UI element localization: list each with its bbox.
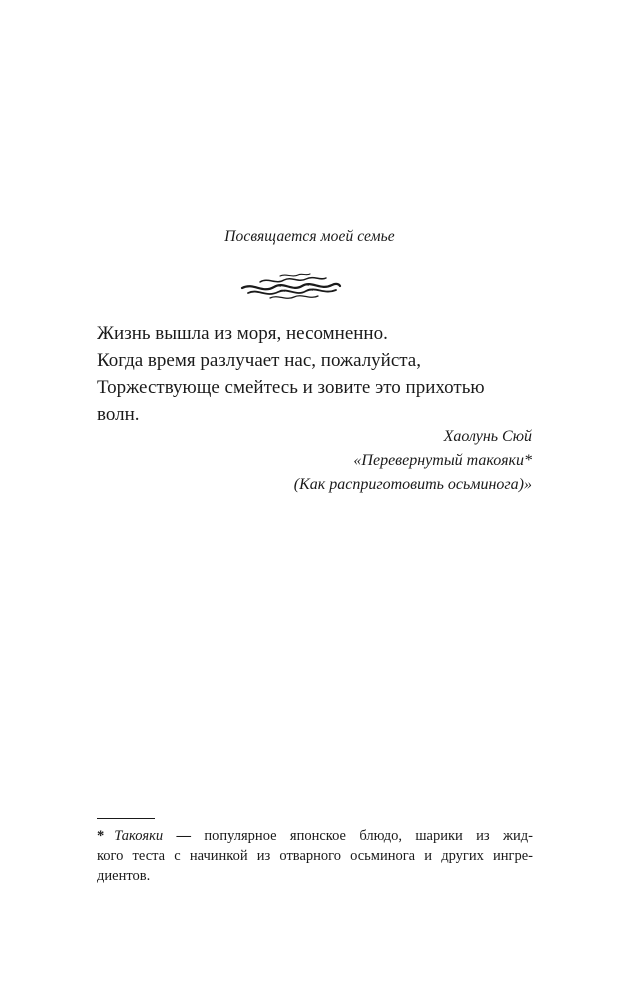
- poem-line: волн.: [97, 404, 140, 425]
- poem-epigraph: [97, 320, 537, 428]
- poem-line: Жизнь вышла из моря, несомненно.: [97, 323, 388, 344]
- attribution-subtitle: (Как расприготовить осьминога)»: [293, 476, 532, 493]
- footnote-mark: *: [97, 828, 105, 844]
- footnote-dash: —: [176, 828, 191, 844]
- footnote-line: [97, 826, 533, 846]
- footnote-term: Такояки: [114, 828, 164, 844]
- footnote-text: популярное японское блюдо, шарики из жид-: [204, 828, 534, 844]
- attribution-work: «Перевернутый такояки*: [353, 452, 532, 469]
- poem-line: Торжествующе смейтесь и зовите это прихотью: [97, 377, 485, 398]
- dedication: Посвящается моей семье: [224, 228, 395, 245]
- footnote-line: диентов.: [97, 868, 151, 884]
- wave-ornament-icon: [240, 272, 342, 302]
- footnote-line: кого теста с начинкой из отварного осьминога и других ингре-: [97, 848, 533, 864]
- poem-line: Когда время разлучает нас, пожалуйста,: [97, 350, 421, 371]
- attribution-author: Хаолунь Сюй: [443, 428, 532, 445]
- epigraph-attribution: [294, 425, 532, 497]
- footnote: [97, 826, 533, 886]
- footnote-divider: [97, 818, 155, 819]
